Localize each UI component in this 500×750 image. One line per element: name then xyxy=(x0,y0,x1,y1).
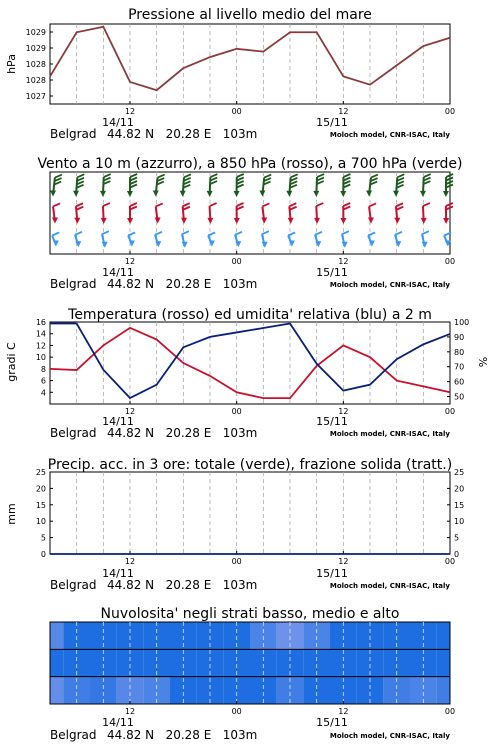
model-credit: Moloch model, CNR-ISAC, Italy xyxy=(329,582,450,590)
wind-barb-10m xyxy=(182,231,189,248)
wind-barb-850hpa xyxy=(127,203,137,224)
y-tick-label: 1028 xyxy=(25,76,46,85)
barb-feather xyxy=(343,203,350,206)
barb-head xyxy=(366,190,372,196)
barb-head xyxy=(52,218,58,224)
x-tick-label: 00 xyxy=(231,707,242,716)
barb-feather xyxy=(104,174,111,177)
x-tick-label: 00 xyxy=(444,107,456,116)
barb-head xyxy=(443,218,449,224)
y-tick-label: 70 xyxy=(454,362,465,372)
y2-tick-label: 25 xyxy=(454,468,465,477)
wind-barb-850hpa xyxy=(234,203,244,224)
barb-feather xyxy=(55,175,62,178)
barb-feather xyxy=(237,174,244,177)
x-tick-label: 12 xyxy=(338,107,349,116)
x-tick-label: 12 xyxy=(338,707,349,716)
location-coords: 44.82 N 20.28 E 103m xyxy=(107,277,258,291)
x-tick-label: 12 xyxy=(338,557,349,566)
barb-head xyxy=(422,242,428,248)
wind-barb-10m xyxy=(342,231,349,248)
barb-head xyxy=(153,190,159,196)
barb-feather xyxy=(446,207,453,210)
cloud-cell-basso xyxy=(437,677,450,704)
location-name: Belgrad xyxy=(50,277,97,291)
y-label-temperature: gradi C xyxy=(5,342,18,382)
barb-head xyxy=(101,218,107,224)
date-label-2: 15/11 xyxy=(316,716,348,729)
barb-feather xyxy=(264,175,271,178)
barb-feather xyxy=(77,174,84,177)
wind-barb-850hpa xyxy=(288,203,297,224)
pressure-line xyxy=(50,27,450,90)
barb-head xyxy=(368,218,374,224)
wind-barb-700hpa xyxy=(313,174,324,197)
barb-head xyxy=(155,218,161,224)
barb-feather xyxy=(316,203,323,206)
y-tick-label: 16 xyxy=(35,318,46,327)
x-tick-label: 12 xyxy=(124,257,136,266)
wind-barb-10m xyxy=(368,233,375,247)
barb-head xyxy=(207,218,213,224)
barb-feather xyxy=(343,178,350,181)
wind-barb-700hpa xyxy=(50,175,62,197)
model-credit: Moloch model, CNR-ISAC, Italy xyxy=(329,732,450,740)
barb-head xyxy=(75,241,81,247)
wind-barb-850hpa xyxy=(394,203,403,224)
barb-feather xyxy=(210,203,217,206)
wind-barb-10m xyxy=(422,231,429,248)
y-tick-label: 6 xyxy=(40,376,46,386)
wind-barb-700hpa xyxy=(207,174,218,197)
barb-head xyxy=(259,190,265,196)
barb-head xyxy=(421,218,427,224)
y-tick-label: 25 xyxy=(35,468,46,477)
wind-barb-850hpa xyxy=(101,203,110,224)
barb-head xyxy=(127,218,133,224)
barb-feather xyxy=(343,207,350,210)
barb-feather xyxy=(183,207,190,210)
x-tick-label: 00 xyxy=(444,257,456,266)
barb-feather xyxy=(317,174,324,177)
wind-barb-700hpa xyxy=(127,174,137,197)
barb-head xyxy=(234,191,240,197)
barb-feather xyxy=(368,233,375,236)
barb-head xyxy=(127,191,133,197)
y2-tick-label: 0 xyxy=(454,550,460,559)
chart-title-precip: Precip. acc. in 3 ore: totale (verde), frazione solida (tratt.) xyxy=(47,457,453,473)
chart-title-pressure: Pressione al livello medio del mare xyxy=(128,7,372,23)
x-tick-label: 00 xyxy=(231,107,242,116)
wind-barb-850hpa xyxy=(181,203,190,224)
barb-feather xyxy=(371,175,378,178)
wind-barb-10m xyxy=(75,232,82,247)
model-credit: Moloch model, CNR-ISAC, Italy xyxy=(329,281,450,289)
wind-barb-700hpa xyxy=(443,174,453,197)
barb-feather xyxy=(103,203,110,206)
wind-barb-700hpa xyxy=(234,174,244,197)
barb-feather xyxy=(75,232,82,235)
barb-head xyxy=(314,218,320,224)
chart-title-wind: Vento a 10 m (azzurro), a 850 hPa (rosso), a 700 hPa (verde) xyxy=(37,156,463,172)
wind-barb-850hpa xyxy=(52,203,60,223)
barb-feather xyxy=(158,175,165,178)
wind-barb-850hpa xyxy=(421,203,430,224)
barb-head xyxy=(340,218,346,224)
barb-feather xyxy=(210,174,217,177)
date-label-1: 14/11 xyxy=(102,716,134,729)
wind-barb-10m xyxy=(315,232,322,247)
x-tick-label: 12 xyxy=(338,407,349,416)
model-credit: Moloch model, CNR-ISAC, Italy xyxy=(329,430,450,438)
location-name: Belgrad xyxy=(50,127,97,141)
barb-head xyxy=(102,242,108,248)
barb-feather xyxy=(76,207,83,210)
barb-head xyxy=(235,241,241,247)
wind-barb-850hpa xyxy=(314,203,323,224)
y-tick-label: 15 xyxy=(35,500,46,510)
y-tick-label: 80 xyxy=(454,347,465,357)
wind-barb-700hpa xyxy=(420,174,431,197)
barb-head xyxy=(74,218,80,224)
location-coords: 44.82 N 20.28 E 103m xyxy=(107,426,258,440)
y-tick-label: 14 xyxy=(35,329,46,339)
wind-barb-850hpa xyxy=(443,203,453,224)
x-tick-label: 00 xyxy=(231,557,242,566)
date-label-2: 15/11 xyxy=(316,415,348,428)
cloud-cell-medio xyxy=(437,649,450,676)
barb-feather xyxy=(237,203,244,206)
y-tick-label: 1029 xyxy=(25,44,46,53)
y-tick-label: 0 xyxy=(40,550,46,559)
y-label-pressure: hPa xyxy=(5,54,18,74)
y-tick-label: 1029 xyxy=(25,28,46,37)
cloud-cell-basso xyxy=(50,677,63,704)
humidity-line xyxy=(50,323,450,398)
barb-head xyxy=(100,191,106,197)
barb-feather xyxy=(130,174,137,177)
y-tick-label: 90 xyxy=(454,332,465,342)
date-label-2: 15/11 xyxy=(316,116,348,129)
plot-frame-pressure xyxy=(50,24,450,104)
y-tick-label: 50 xyxy=(454,392,465,402)
y-tick-label: 100 xyxy=(454,318,470,327)
barb-head xyxy=(395,241,401,247)
barb-feather xyxy=(130,203,137,206)
barb-feather xyxy=(130,207,137,210)
barb-feather xyxy=(290,207,297,210)
barb-head xyxy=(315,241,321,247)
y2-tick-label: 10 xyxy=(454,517,465,527)
barb-feather xyxy=(395,232,402,235)
wind-barb-700hpa xyxy=(100,174,111,197)
wind-barb-10m xyxy=(262,231,269,248)
barb-feather xyxy=(343,181,350,184)
barb-head xyxy=(50,190,56,196)
barb-head xyxy=(262,242,268,248)
wind-barb-10m xyxy=(235,232,242,247)
wind-barb-10m xyxy=(288,233,295,247)
location-coords: 44.82 N 20.28 E 103m xyxy=(107,578,258,592)
barb-feather xyxy=(130,185,137,188)
y-tick-label: 20 xyxy=(35,484,46,494)
wind-barb-700hpa xyxy=(393,174,404,196)
location-coords: 44.82 N 20.28 E 103m xyxy=(107,728,258,742)
wind-barb-700hpa xyxy=(259,175,271,197)
y-tick-label: 12 xyxy=(35,341,46,351)
barb-feather xyxy=(424,174,431,177)
barb-head xyxy=(73,191,79,197)
barb-head xyxy=(286,191,292,197)
barb-head xyxy=(155,241,161,247)
x-tick-label: 00 xyxy=(231,407,242,416)
barb-feather xyxy=(235,232,242,235)
x-tick-label: 00 xyxy=(444,407,456,416)
wind-barb-700hpa xyxy=(340,174,350,197)
y-tick-label: 5 xyxy=(40,533,46,543)
wind-barb-10m xyxy=(52,233,59,247)
barb-head xyxy=(180,191,186,197)
date-label-2: 15/11 xyxy=(316,266,348,279)
temperature-line xyxy=(50,328,450,398)
wind-barb-850hpa xyxy=(207,203,216,224)
x-tick-label: 12 xyxy=(124,707,136,716)
barb-feather xyxy=(237,185,244,188)
barb-feather xyxy=(53,203,60,206)
y2-tick-label: 5 xyxy=(454,533,460,543)
x-tick-label: 12 xyxy=(124,407,136,416)
barb-head xyxy=(443,191,449,197)
location-name: Belgrad xyxy=(50,426,97,440)
x-tick-label: 12 xyxy=(124,557,136,566)
plot-frame-temp-rh xyxy=(50,322,450,404)
y-tick-label: 1028 xyxy=(25,60,46,69)
barb-head xyxy=(420,191,426,197)
y-tick-label: 60 xyxy=(454,377,465,387)
wind-barb-700hpa xyxy=(153,175,165,197)
location-name: Belgrad xyxy=(50,578,97,592)
x-tick-label: 12 xyxy=(124,107,136,116)
barb-head xyxy=(234,218,240,224)
wind-barb-10m xyxy=(395,232,402,247)
barb-head xyxy=(393,191,399,197)
barb-head xyxy=(313,191,319,197)
barb-head xyxy=(261,218,267,224)
barb-head xyxy=(340,191,346,197)
barb-feather xyxy=(423,203,430,206)
cloud-cell-alto xyxy=(437,622,450,649)
barb-feather xyxy=(446,203,453,206)
wind-barb-700hpa xyxy=(286,174,297,196)
barb-head xyxy=(342,242,348,248)
wind-barb-10m xyxy=(155,232,162,247)
wind-barb-10m xyxy=(128,233,135,247)
y2-tick-label: 20 xyxy=(454,484,465,494)
date-label-2: 15/11 xyxy=(316,567,348,580)
wind-barb-850hpa xyxy=(368,203,376,223)
date-label-1: 14/11 xyxy=(102,415,134,428)
wind-barb-850hpa xyxy=(74,203,83,224)
date-label-1: 14/11 xyxy=(102,116,134,129)
barb-feather xyxy=(315,232,322,235)
y-tick-label: 4 xyxy=(40,388,46,398)
barb-feather xyxy=(396,207,403,210)
barb-feather xyxy=(237,181,244,184)
barb-feather xyxy=(237,207,244,210)
barb-head xyxy=(207,191,213,197)
y-label-precip: mm xyxy=(5,503,18,525)
barb-feather xyxy=(288,233,295,236)
barb-feather xyxy=(208,233,215,236)
chart-title-temp-rh: Temperatura (rosso) ed umidita' relativa (blu) a 2 m xyxy=(68,307,432,323)
wind-barb-700hpa xyxy=(73,174,84,196)
wind-barb-700hpa xyxy=(366,175,378,197)
y-tick-label: 10 xyxy=(35,353,46,363)
plot-frame-precip xyxy=(50,472,450,554)
barb-head xyxy=(53,240,59,246)
location-coords: 44.82 N 20.28 E 103m xyxy=(107,127,258,141)
cloud-cell-alto xyxy=(50,622,63,649)
barb-feather xyxy=(343,174,350,177)
wind-barb-700hpa xyxy=(180,174,191,196)
barb-feather xyxy=(343,185,350,188)
barb-feather xyxy=(128,233,135,236)
y2-tick-label: 15 xyxy=(454,500,465,510)
barb-feather xyxy=(446,185,453,188)
cloud-cell-medio xyxy=(50,649,63,676)
barb-head xyxy=(394,218,400,224)
y-tick-label: 8 xyxy=(40,364,46,374)
plot-frame-wind xyxy=(50,172,450,254)
barb-feather xyxy=(155,232,162,235)
wind-barb-850hpa xyxy=(340,203,350,224)
date-label-1: 14/11 xyxy=(102,567,134,580)
x-tick-label: 00 xyxy=(231,257,242,266)
barb-feather xyxy=(130,178,137,181)
x-tick-label: 00 xyxy=(444,557,456,566)
barb-head xyxy=(181,218,187,224)
wind-barb-10m xyxy=(102,231,109,248)
y-tick-label: 1027 xyxy=(25,92,46,101)
barb-feather xyxy=(130,181,137,184)
wind-barb-850hpa xyxy=(261,203,269,223)
y-label-humidity: % xyxy=(477,356,490,368)
chart-title-clouds: Nuvolosita' negli strati basso, medio e alto xyxy=(100,606,400,622)
barb-feather xyxy=(52,233,59,236)
x-tick-label: 12 xyxy=(338,257,349,266)
date-label-1: 14/11 xyxy=(102,266,134,279)
location-name: Belgrad xyxy=(50,728,97,742)
wind-barb-850hpa xyxy=(155,203,163,223)
barb-feather xyxy=(291,174,298,177)
barb-feather xyxy=(397,174,404,177)
wind-barb-10m xyxy=(208,233,215,247)
barb-feather xyxy=(237,178,244,181)
y-tick-label: 10 xyxy=(35,517,46,527)
model-credit: Moloch model, CNR-ISAC, Italy xyxy=(329,131,450,139)
barb-head xyxy=(288,218,294,224)
barb-head xyxy=(182,242,188,248)
x-tick-label: 00 xyxy=(444,707,456,716)
barb-feather xyxy=(184,174,191,177)
